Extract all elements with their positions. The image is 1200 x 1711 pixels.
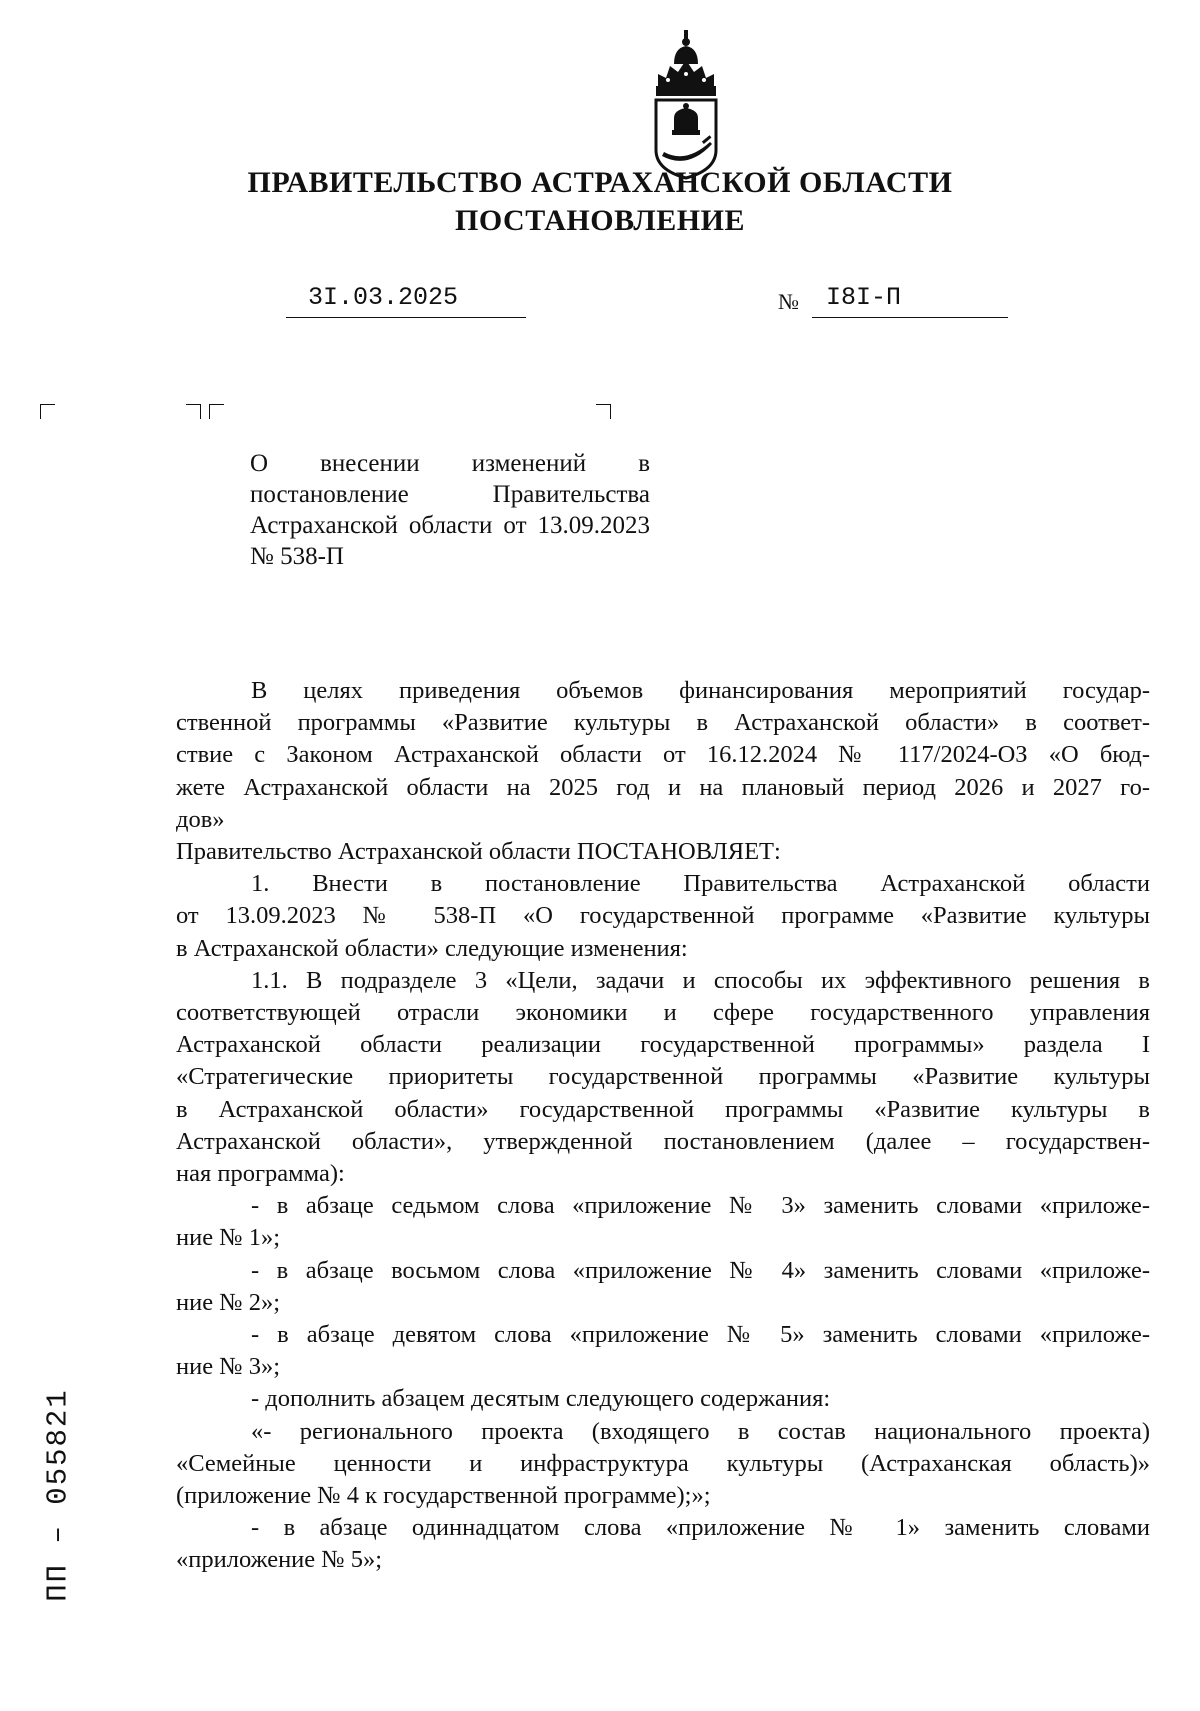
- subject-corner-mark-left-b: [209, 404, 224, 419]
- body-line: ствие с Законом Астраханской области от 16.12.2024 № 117/2024-ОЗ «О бюд-: [176, 741, 1150, 769]
- date-line: [286, 283, 526, 318]
- body-line: ственной программы «Развитие культуры в Астраханской области» в соответ-: [176, 709, 1150, 737]
- body-line: «Семейные ценности и инфраструктура культуры (Астраханская область)»: [176, 1449, 1150, 1477]
- document-date: 3I.03.2025: [308, 283, 459, 312]
- body-line: «приложение № 5»;: [176, 1546, 383, 1574]
- body-line: соответствующей отрасли экономики и сфере государственного управления: [176, 999, 1150, 1027]
- body-line: 1. Внести в постановление Правительства Астраханской области: [251, 870, 1150, 898]
- subject-corner-mark-left-a: [186, 404, 201, 419]
- body-line: - дополнить абзацем десятым следующего содержания:: [251, 1385, 831, 1413]
- document-number: I8I-П: [826, 283, 902, 312]
- serial-number-text: ПП – 055821: [41, 1388, 75, 1602]
- body-line: в Астраханской области» следующие изменения:: [176, 934, 688, 962]
- body-line: Астраханской области реализации государственной программы» раздела I: [176, 1031, 1150, 1059]
- body-line: - в абзаце одиннадцатом слова «приложение № 1» заменить словами: [251, 1514, 1150, 1542]
- document-body: [176, 675, 1150, 1577]
- body-line: дов»: [176, 805, 225, 833]
- body-line: от 13.09.2023 № 538-П «О государственной программе «Развитие культуры: [176, 902, 1150, 930]
- body-line: В целях приведения объемов финансирования мероприятий государ-: [251, 677, 1150, 704]
- body-line: ние № 3»;: [176, 1353, 281, 1381]
- number-sign: №: [778, 289, 799, 314]
- body-line: «Стратегические приоритеты государственной программы «Развитие культуры: [176, 1063, 1150, 1091]
- body-line: (приложение № 4 к государственной программе);»;: [176, 1482, 711, 1510]
- number-line: [812, 283, 1008, 318]
- body-line: в Астраханской области» государственной программы «Развитие культуры в: [176, 1095, 1150, 1123]
- organization-title: ПРАВИТЕЛЬСТВО АСТРАХАНСКОЙ ОБЛАСТИ: [247, 166, 953, 199]
- body-line: Правительство Астраханской области ПОСТАНОВЛЯЕТ:: [176, 838, 781, 866]
- body-line: 1.1. В подразделе 3 «Цели, задачи и способы их эффективного решения в: [251, 966, 1150, 994]
- body-line: ние № 1»;: [176, 1224, 281, 1252]
- serial-number-vertical: [36, 1380, 80, 1610]
- body-line: - в абзаце девятом слова «приложение № 5» заменить словами «приложе-: [251, 1321, 1150, 1349]
- body-line: «- регионального проекта (входящего в состав национального проекта): [251, 1417, 1150, 1445]
- subject-corner-mark-right: [596, 404, 611, 419]
- left-margin-corner-mark: [40, 404, 55, 419]
- body-line: Астраханской области», утвержденной постановлением (далее – государствен-: [176, 1127, 1150, 1155]
- body-line: - в абзаце седьмом слова «приложение № 3» заменить словами «приложе-: [251, 1192, 1150, 1220]
- body-line: жете Астраханской области на 2025 год и на плановый период 2026 и 2027 го-: [176, 773, 1150, 801]
- coat-of-arms-emblem: [650, 30, 722, 180]
- document-subject: О внесении изменений в постановление Правительства Астраханской области от 13.09.2023 № 538-П: [250, 450, 650, 570]
- body-line: - в абзаце восьмом слова «приложение № 4» заменить словами «приложе-: [251, 1256, 1150, 1284]
- body-line: ная программа):: [176, 1160, 345, 1188]
- body-line: ние № 2»;: [176, 1288, 281, 1316]
- document-type-title: ПОСТАНОВЛЕНИЕ: [455, 204, 745, 237]
